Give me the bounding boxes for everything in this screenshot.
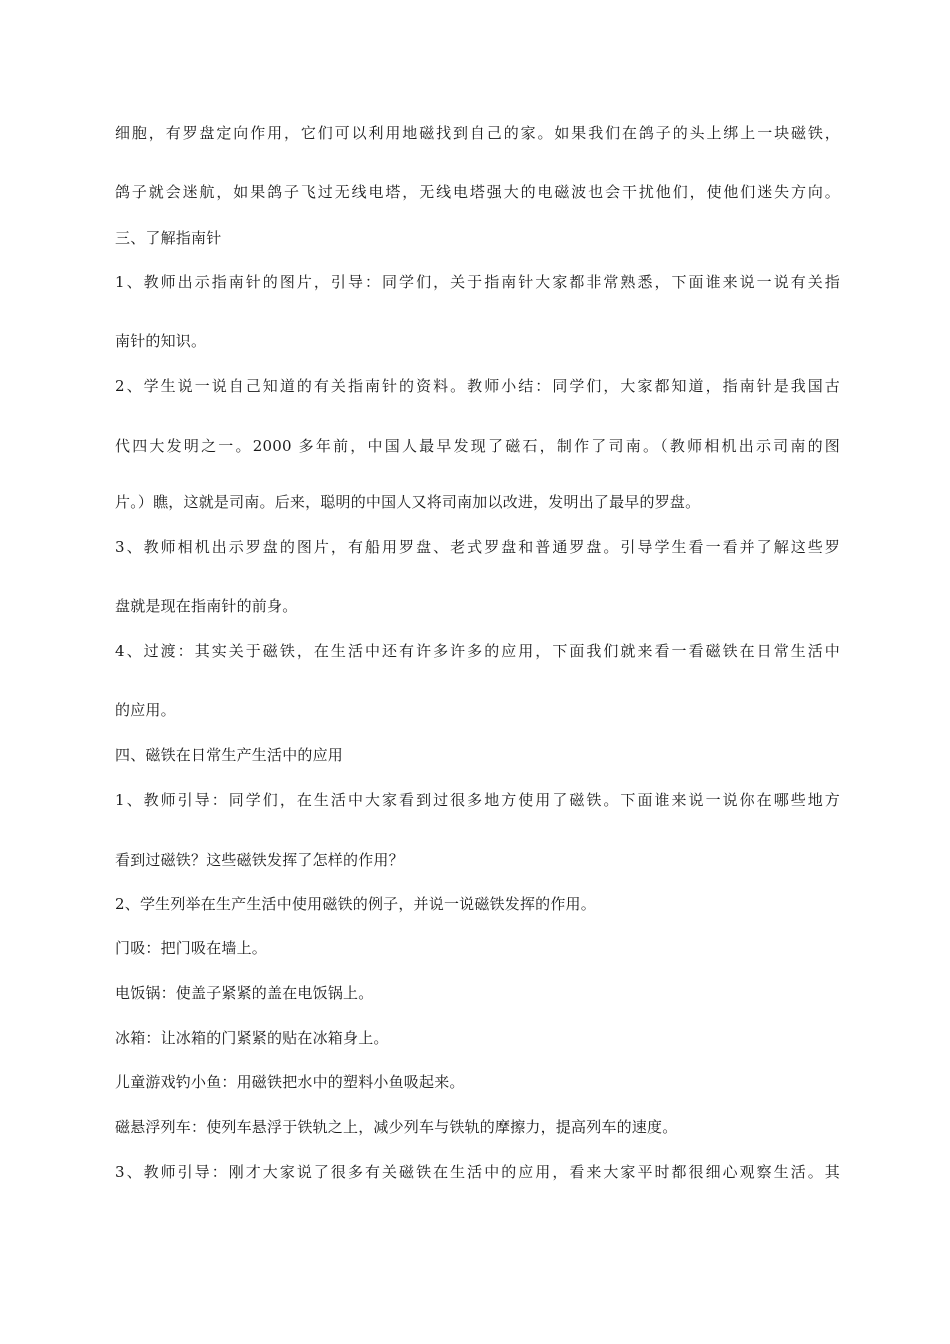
text-line: 磁悬浮列车：使列车悬浮于铁轨之上，减少列车与铁轨的摩擦力，提高列车的速度。 <box>115 1118 678 1136</box>
section-heading: 三、了解指南针 <box>115 229 222 247</box>
text-line: 3、教师相机出示罗盘的图片，有船用罗盘、老式罗盘和普通罗盘。引导学生看一看并了解这些罗 <box>115 538 840 556</box>
text-line: 3、教师引导：刚才大家说了很多有关磁铁在生活中的应用，看来大家平时都很细心观察生活。其 <box>115 1163 840 1181</box>
text-line: 冰箱：让冰箱的门紧紧的贴在冰箱身上。 <box>115 1029 389 1047</box>
text-line: 1、教师出示指南针的图片，引导：同学们，关于指南针大家都非常熟悉，下面谁来说一说有关指 <box>115 273 840 291</box>
text-line: 门吸：把门吸在墙上。 <box>115 939 268 957</box>
text-line: 细胞，有罗盘定向作用，它们可以利用地磁找到自己的家。如果我们在鸽子的头上绑上一块磁铁， <box>115 124 840 142</box>
text-line: 盘就是现在指南针的前身。 <box>115 597 298 615</box>
text-line: 看到过磁铁？这些磁铁发挥了怎样的作用？ <box>115 851 404 869</box>
text-line: 南针的知识。 <box>115 332 207 350</box>
text-line: 的应用。 <box>115 701 176 719</box>
text-line: 4、过渡：其实关于磁铁，在生活中还有许多许多的应用，下面我们就来看一看磁铁在日常生活中 <box>115 642 840 660</box>
text-line: 2、学生说一说自己知道的有关指南针的资料。教师小结：同学们，大家都知道，指南针是我国古 <box>115 377 840 395</box>
text-line: 片。）瞧，这就是司南。后来，聪明的中国人又将司南加以改进，发明出了最早的罗盘。 <box>115 493 701 511</box>
section-heading: 四、磁铁在日常生产生活中的应用 <box>115 746 344 764</box>
text-line: 电饭锅：使盖子紧紧的盖在电饭锅上。 <box>115 984 374 1002</box>
text-line: 儿童游戏钓小鱼：用磁铁把水中的塑料小鱼吸起来。 <box>115 1073 465 1091</box>
text-line: 1、教师引导：同学们，在生活中大家看到过很多地方使用了磁铁。下面谁来说一说你在哪些地方 <box>115 791 840 809</box>
text-line: 鸽子就会迷航，如果鸽子飞过无线电塔，无线电塔强大的电磁波也会干扰他们，使他们迷失方向。 <box>115 183 840 201</box>
text-line: 代四大发明之一。2000 多年前，中国人最早发现了磁石，制作了司南。（教师相机出示司南的图 <box>115 437 840 455</box>
text-line: 2、学生列举在生产生活中使用磁铁的例子，并说一说磁铁发挥的作用。 <box>115 895 596 913</box>
